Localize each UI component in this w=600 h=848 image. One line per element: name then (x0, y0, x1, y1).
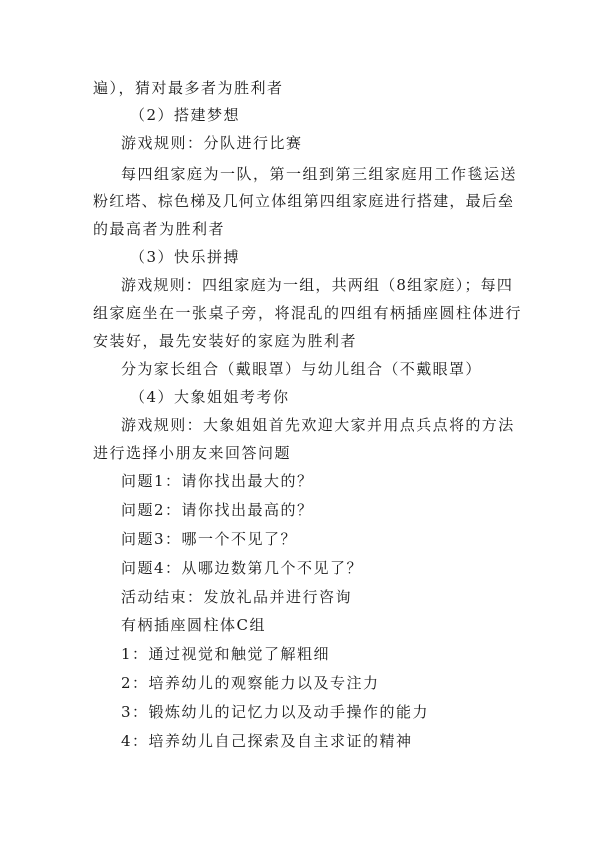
question-line: 问题3：哪一个不见了？ (121, 530, 298, 548)
goal-item: 3：锻炼幼儿的记忆力以及动手操作的能力 (121, 703, 430, 721)
activity-end-line: 活动结束：发放礼品并进行咨询 (121, 588, 353, 606)
text-line-rule-end: 遍），猜对最多者为胜利者 (93, 79, 284, 97)
goal-item: 2：培养幼儿的观察能力以及专注力 (121, 674, 380, 692)
goal-item: 1：通过视觉和触觉了解粗细 (121, 645, 331, 663)
paragraph-line: 安装好，最先安装好的家庭为胜利者 (93, 332, 358, 350)
goal-item: 4：培养幼儿自己探索及自主求证的精神 (121, 732, 413, 750)
game-rule-line: 游戏规则：四组家庭为一组，共两组（8组家庭）；每四 (121, 276, 514, 294)
paragraph-line: 进行选择小朋友来回答问题 (93, 444, 292, 462)
game-rule-line: 游戏规则：大象姐姐首先欢迎大家并用点兵点将的方法 (121, 416, 515, 434)
question-line: 问题1：请你找出最大的？ (121, 472, 314, 490)
subsection-title: 有柄插座圆柱体C组 (121, 616, 266, 634)
question-line: 问题4：从哪边数第几个不见了？ (121, 559, 364, 577)
question-line: 问题2：请你找出最高的？ (121, 501, 314, 519)
section-heading-2: （2）搭建梦想 (130, 106, 241, 124)
game-rule-line: 游戏规则：分队进行比赛 (121, 134, 303, 152)
paragraph-line: 每四组家庭为一队，第一组到第三组家庭用工作毯运送 (121, 165, 518, 183)
paragraph-line: 粉红塔、棕色梯及几何立体组第四组家庭进行搭建，最后垒 (93, 192, 515, 210)
section-heading-3: （3）快乐拼搏 (130, 248, 241, 266)
paragraph-line: 组家庭坐在一张桌子旁，将混乱的四组有柄插座圆柱体进行 (93, 304, 523, 322)
paragraph-line: 分为家长组合（戴眼罩）与幼儿组合（不戴眼罩） (121, 360, 482, 378)
paragraph-line: 的最高者为胜利者 (93, 220, 226, 238)
section-heading-4: （4）大象姐姐考考你 (130, 388, 290, 406)
